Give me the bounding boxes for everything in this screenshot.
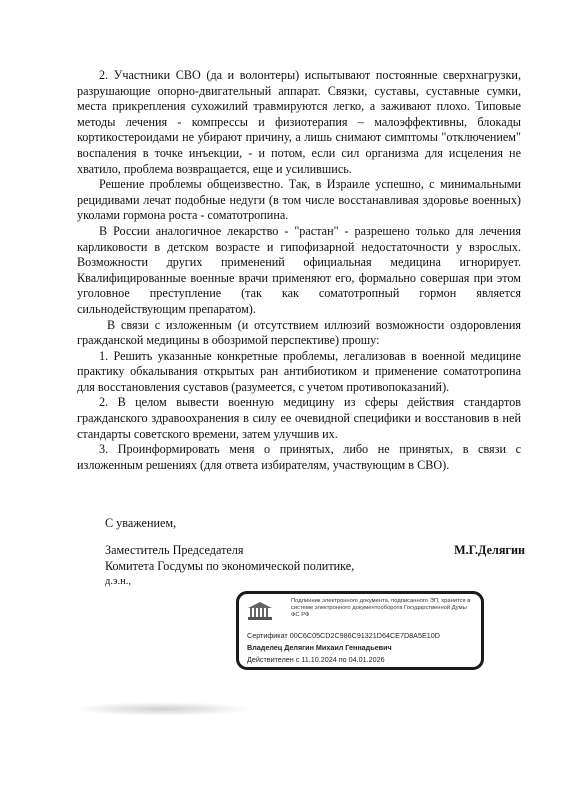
request-item-3: 3. Проинформировать меня о принятых, либо не принятых, в связи с изложенным решениях (для ответа избирателям, участвующим в СВО). xyxy=(77,442,521,472)
electronic-signature-stamp xyxy=(236,591,484,670)
request-item-2: 2. В целом вывести военную медицину из сферы действия стандартов гражданского здравоохранения в силу ее очевидной специфики и восстановив в ней стандарты советского времени, затем улучшив их. xyxy=(77,395,521,441)
stamp-certificate: Сертификат 00C6C05CD2C986C91321D64CE7D8A5E10D xyxy=(247,631,440,640)
stamp-owner: Владелец Делягин Михаил Геннадьевич xyxy=(247,643,392,652)
signer-degree: д.э.н., xyxy=(105,576,131,588)
duma-emblem-icon xyxy=(247,601,273,621)
closing-greeting: С уважением, xyxy=(105,516,177,530)
paragraph-solution: Решение проблемы общеизвестно. Так, в Израиле успешно, с минимальными рецидивами лечат подобные недуги (в том числе восстанавливая здоровье военных) уколами гормона роста - соматотропина. xyxy=(77,177,521,223)
request-item-1: 1. Решить указанные конкретные проблемы, легализовав в военной медицине практику обкалывания открытых ран антибиотиком и применение соматотропина для восстановления суставов (разумеется, с учетом противопоказаний). xyxy=(77,348,521,394)
scan-smudge xyxy=(72,702,252,716)
signer-title-line2: Комитета Госдумы по экономической политике, xyxy=(105,558,355,573)
paragraph-item-2: 2. Участники СВО (да и волонтеры) испытывают постоянные сверхнагрузки, разрушающие опорно-двигательный аппарат. Связки, суставы, суставные сумки, места прикрепления сухожилий травмируются легко, а заживают плохо. Типовые методы лечения - компрессы и физиотерапия – малоэффективны, блокады кортикостероидами не убирают причину, а лишь снимают симптомы "отключением" воспаления в точке инъекции, - и потом, если сил организма для исцеления не хватило, проблема возвращается, еще и усилившись. xyxy=(77,68,521,176)
stamp-header: Подлинник электронного документа, подписанного ЭП, хранится в системе электронного документооборота Государственной Думы ФС РФ xyxy=(291,598,471,618)
stamp-validity: Действителен с 11.10.2024 по 04.01.2026 xyxy=(247,655,385,664)
signer-name: М.Г.Делягин xyxy=(454,543,525,557)
paragraph-russia: В России аналогичное лекарство - "растан" - разрешено только для лечения карликовости в детском возрасте и гипофизарной недостаточности у взрослых. Возможности других применений официальная медицина игнорирует. Квалифицированные военные врачи применяют его, формально совершая при этом уголовное преступление (так как соматотропный гормон является сильнодействующим препаратом). xyxy=(77,223,521,316)
letter-body xyxy=(77,68,521,473)
paragraph-request: В связи с изложенным (и отсутствием иллюзий возможности оздоровления гражданской медицины в обозримой перспективе) прошу: xyxy=(77,317,521,348)
signer-title-line1: Заместитель Председателя xyxy=(105,543,244,557)
signature-block xyxy=(105,543,525,590)
